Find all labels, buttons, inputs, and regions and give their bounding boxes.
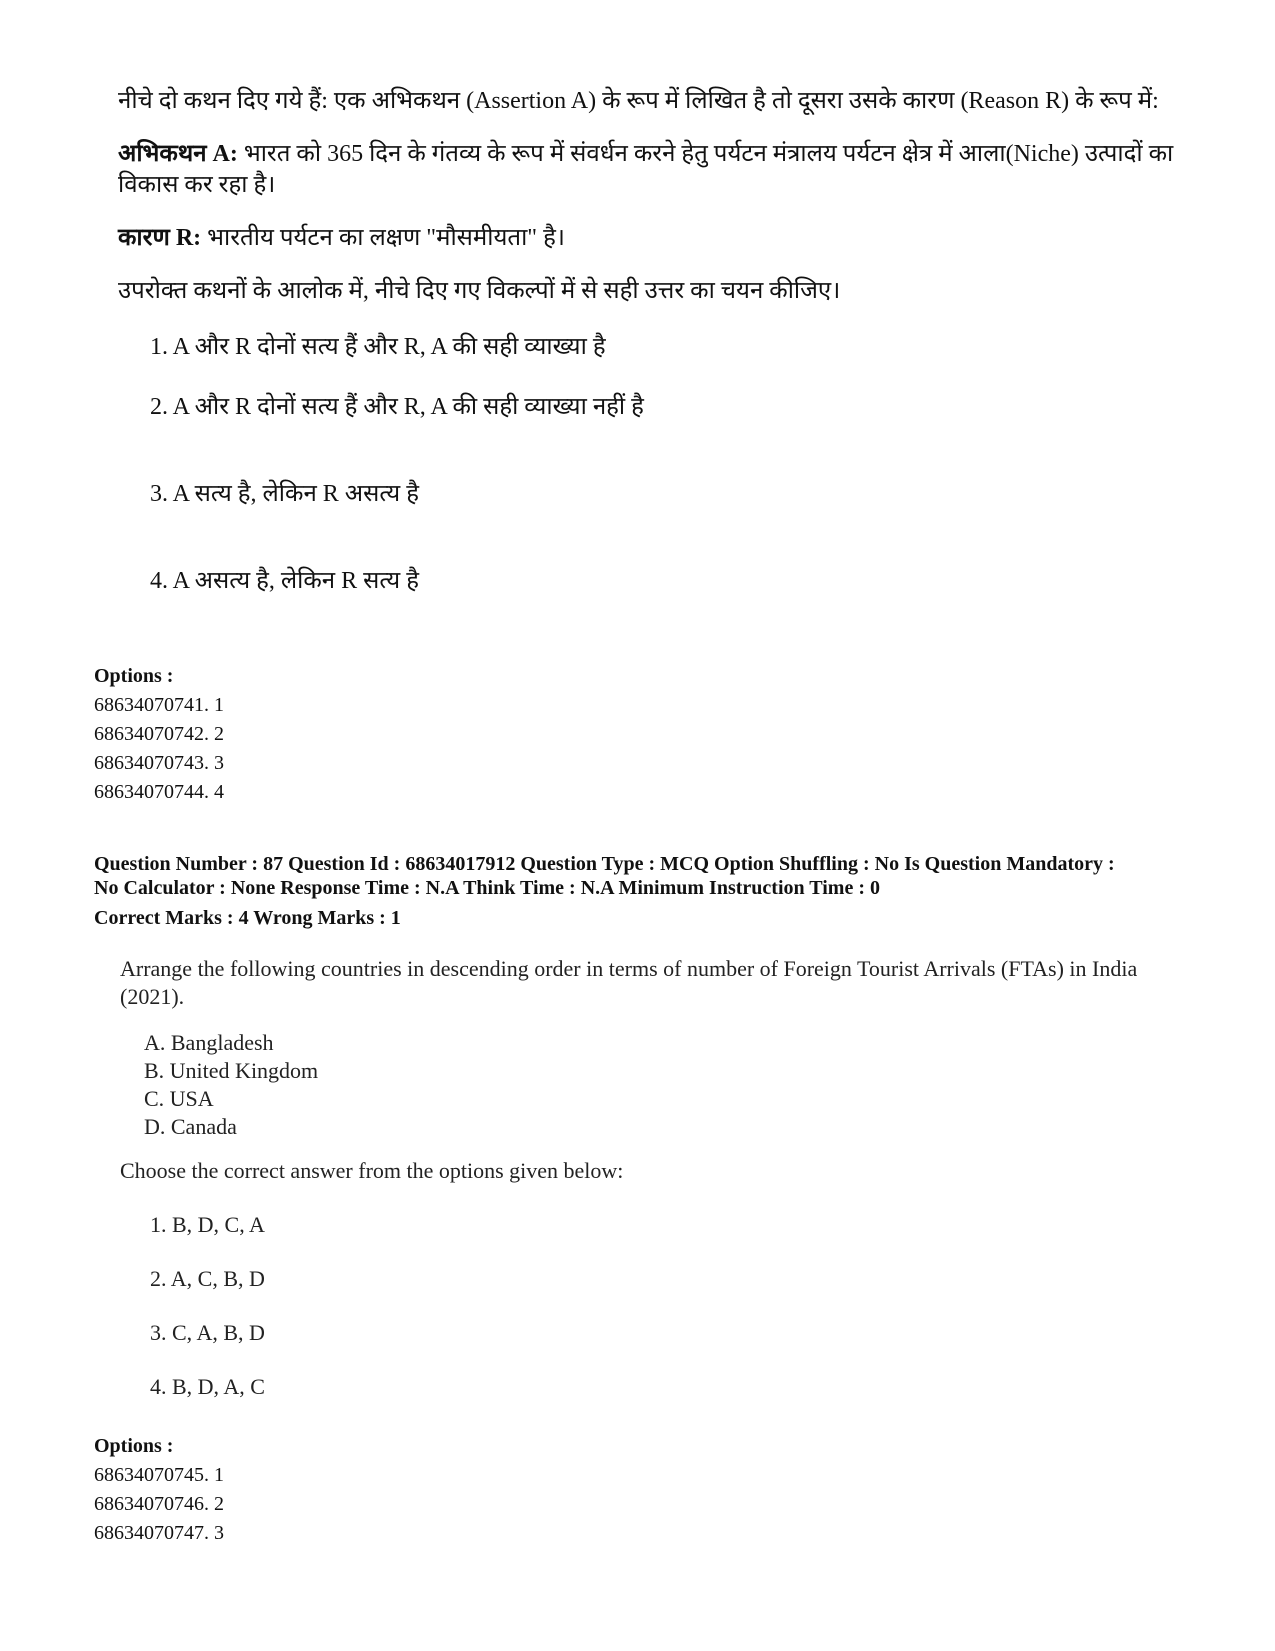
q86-reason (118, 223, 1178, 254)
q87-choice-1: 1. B, D, C, A (150, 1212, 265, 1237)
q86-choice-1: 1. A और R दोनों सत्य हैं और R, A की सही व्याख्या है (150, 334, 606, 360)
q86-choice-2: 2. A और R दोनों सत्य हैं और R, A की सही व्याख्या नहीं है (150, 394, 644, 420)
q87-meta-line-1: Question Number : 87 Question Id : 68634017912 Question Type : MCQ Option Shuffling : No Is Question Mandatory : (94, 853, 1115, 875)
reason-text: भारतीय पर्यटन का लक्षण "मौसमीयता" है। (201, 225, 565, 251)
question-87-content (120, 955, 1180, 1427)
q87-country-a: A. Bangladesh (144, 1030, 274, 1055)
q87-meta-line-2: No Calculator : None Response Time : N.A Think Time : N.A Minimum Instruction Time : 0 (94, 877, 880, 899)
q86-choice-4: 4. A असत्य है, लेकिन R सत्य है (150, 568, 419, 594)
q86-options-heading: Options : (94, 665, 174, 687)
q87-meta (94, 852, 1214, 930)
q86-option-id-3: 68634070743. 3 (94, 752, 224, 774)
q87-choice-list (120, 1211, 1180, 1427)
q87-marks: Correct Marks : 4 Wrong Marks : 1 (94, 907, 401, 929)
q87-choice-4: 4. B, D, A, C (150, 1374, 265, 1399)
q87-choice-3: 3. C, A, B, D (150, 1320, 265, 1345)
question-86-content (118, 86, 1178, 603)
q87-option-id-2: 68634070746. 2 (94, 1493, 224, 1515)
q87-stem: Arrange the following countries in descending order in terms of number of Foreign Tourist Arrivals (FTAs) in India (2021). (120, 956, 1138, 1009)
reason-label: कारण R: (118, 225, 202, 251)
q87-country-d: D. Canada (144, 1114, 237, 1139)
q86-choice-list (118, 329, 1178, 603)
q86-assertion (118, 139, 1178, 201)
q86-option-id-1: 68634070741. 1 (94, 694, 224, 716)
q87-country-list (120, 1029, 1180, 1141)
q87-choose-text: Choose the correct answer from the options given below: (120, 1158, 624, 1183)
q86-intro: नीचे दो कथन दिए गये हैं: एक अभिकथन (Assertion A) के रूप में लिखित है तो दूसरा उसके कारण (Reason R) के रूप में: (118, 88, 1159, 114)
assertion-text: भारत को 365 दिन के गंतव्य के रूप में संवर्धन करने हेतु पर्यटन मंत्रालय पर्यटन क्षेत्र में आला(Niche) उत्पादों का विकास कर रहा है। (118, 141, 1174, 198)
q86-option-id-4: 68634070744. 4 (94, 781, 224, 803)
q87-options-heading: Options : (94, 1435, 174, 1457)
q87-country-b: B. United Kingdom (144, 1058, 319, 1083)
q87-country-c: C. USA (144, 1086, 214, 1111)
q87-choice-2: 2. A, C, B, D (150, 1266, 265, 1291)
q86-option-id-2: 68634070742. 2 (94, 723, 224, 745)
q87-option-id-3: 68634070747. 3 (94, 1522, 224, 1544)
q86-options (94, 662, 224, 807)
q87-option-id-1: 68634070745. 1 (94, 1464, 224, 1486)
q86-choice-3: 3. A सत्य है, लेकिन R असत्य है (150, 481, 419, 507)
q86-instruction: उपरोक्त कथनों के आलोक में, नीचे दिए गए विकल्पों में से सही उत्तर का चयन कीजिए। (118, 278, 841, 304)
q87-options (94, 1432, 224, 1548)
assertion-label: अभिकथन A: (118, 141, 238, 167)
